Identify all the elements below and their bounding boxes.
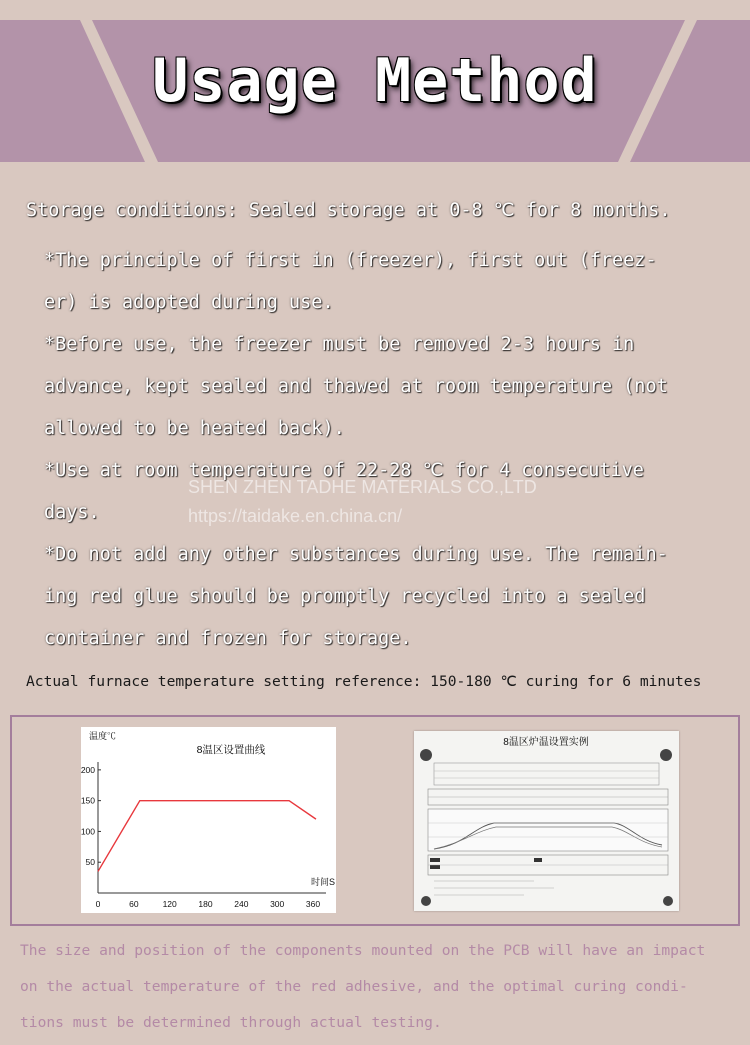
x-tick-label: 120 (162, 899, 177, 909)
chart-svg (81, 727, 336, 913)
furnace-reference: Actual furnace temperature setting reference: 150-180 ℃ curing for 6 minutes (26, 673, 702, 690)
y-tick-label: 100 (81, 826, 95, 837)
note-line: The size and position of the components mounted on the PCB will have an impact (20, 942, 706, 959)
instruction-line: advance, kept sealed and thawed at room temperature (not (44, 376, 668, 397)
x-tick-label: 180 (198, 899, 213, 909)
photo-caption: 8温区炉温设置实例 (503, 737, 589, 748)
instruction-line: *The principle of first in (freezer), first out (freez- (44, 250, 657, 271)
instruction-line: allowed to be heated back). (44, 418, 345, 439)
instruction-line: *Before use, the freezer must be removed 2-3 hours in (44, 334, 635, 355)
temperature-chart (81, 727, 336, 913)
x-tick-label: 300 (270, 899, 285, 909)
x-axis-label: 时间S (311, 877, 336, 887)
storage-conditions: Storage conditions: Sealed storage at 0-8 ℃ for 8 months. (26, 200, 671, 221)
instruction-line: er) is adopted during use. (44, 292, 334, 313)
chart-title: 8温区设置曲线 (196, 744, 266, 756)
x-tick-label: 60 (129, 899, 139, 909)
x-tick-label: 0 (95, 899, 101, 909)
temperature-profile-line (98, 801, 316, 872)
page-title: Usage Method (152, 46, 598, 116)
furnace-settings-photo (414, 731, 679, 911)
y-tick-label: 150 (81, 795, 95, 806)
instruction-line: *Do not add any other substances during use. The remain- (44, 544, 668, 565)
furnace-report-sheet (414, 731, 679, 911)
instruction-line: container and frozen for storage. (44, 628, 412, 649)
instruction-line: days. (44, 502, 100, 523)
y-tick-label: 50 (85, 857, 95, 868)
note-line: tions must be determined through actual testing. (20, 1014, 442, 1031)
x-tick-label: 360 (305, 899, 321, 909)
watermark-company: SHEN ZHEN TADHE MATERIALS CO.,LTD (188, 477, 537, 497)
y-tick-label: 200 (81, 764, 95, 775)
watermark-url: https://taidake.en.china.cn/ (188, 506, 403, 526)
y-axis-label: 温度℃ (89, 731, 117, 741)
note-line: on the actual temperature of the red adhesive, and the optimal curing condi- (20, 978, 688, 995)
instruction-line: ing red glue should be promptly recycled into a sealed (44, 586, 646, 607)
instruction-line: *Use at room temperature of 22-28 ℃ for 4 consecutive (44, 460, 644, 481)
x-tick-label: 240 (234, 899, 249, 909)
